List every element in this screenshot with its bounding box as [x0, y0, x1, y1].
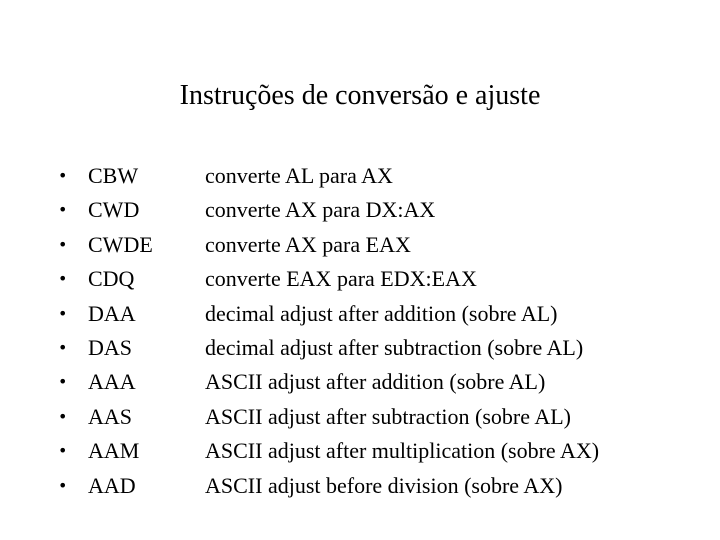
instruction-description: converte AX para EAX	[205, 231, 411, 257]
bullet-icon: •	[58, 303, 68, 323]
list-item	[58, 193, 698, 227]
bullet-icon: •	[58, 200, 68, 220]
bullet-icon: •	[58, 337, 68, 357]
instruction-description: ASCII adjust before division (sobre AX)	[205, 472, 563, 498]
instruction-mnemonic: AAD	[88, 472, 136, 498]
list-item	[58, 434, 698, 468]
instruction-mnemonic: AAM	[88, 438, 140, 464]
slide-title: Instruções de conversão e ajuste	[179, 80, 541, 111]
instruction-description: converte AL para AX	[205, 163, 393, 188]
instruction-mnemonic: DAA	[88, 300, 136, 326]
list-item	[58, 400, 698, 434]
list-item	[58, 297, 698, 331]
instruction-description: converte AX para DX:AX	[205, 197, 436, 223]
instruction-mnemonic: DAS	[88, 334, 133, 360]
bullet-icon: •	[58, 475, 68, 495]
instruction-description: decimal adjust after subtraction (sobre AL)	[205, 334, 584, 360]
instruction-mnemonic: CWD	[88, 197, 140, 223]
list-item	[58, 469, 698, 503]
instruction-list	[58, 159, 698, 503]
list-item	[58, 331, 698, 365]
instruction-mnemonic: CBW	[88, 163, 139, 188]
instruction-description: ASCII adjust after addition (sobre AL)	[205, 369, 546, 395]
list-item	[58, 228, 698, 262]
instruction-description: converte EAX para EDX:EAX	[205, 266, 477, 292]
instruction-description: decimal adjust after addition (sobre AL)	[205, 300, 558, 326]
bullet-icon: •	[58, 406, 68, 426]
bullet-icon: •	[58, 441, 68, 461]
bullet-icon: •	[58, 372, 68, 392]
instruction-mnemonic: CDQ	[88, 266, 135, 292]
instruction-mnemonic: CWDE	[88, 231, 153, 257]
instruction-mnemonic: AAA	[88, 369, 136, 395]
bullet-icon: •	[58, 269, 68, 289]
list-item	[58, 159, 698, 193]
list-item	[58, 262, 698, 296]
bullet-icon: •	[58, 166, 68, 185]
instruction-mnemonic: AAS	[88, 403, 133, 429]
list-item	[58, 365, 698, 399]
bullet-icon: •	[58, 234, 68, 254]
instruction-description: ASCII adjust after multiplication (sobre AX)	[205, 438, 600, 464]
instruction-description: ASCII adjust after subtraction (sobre AL)	[205, 403, 571, 429]
